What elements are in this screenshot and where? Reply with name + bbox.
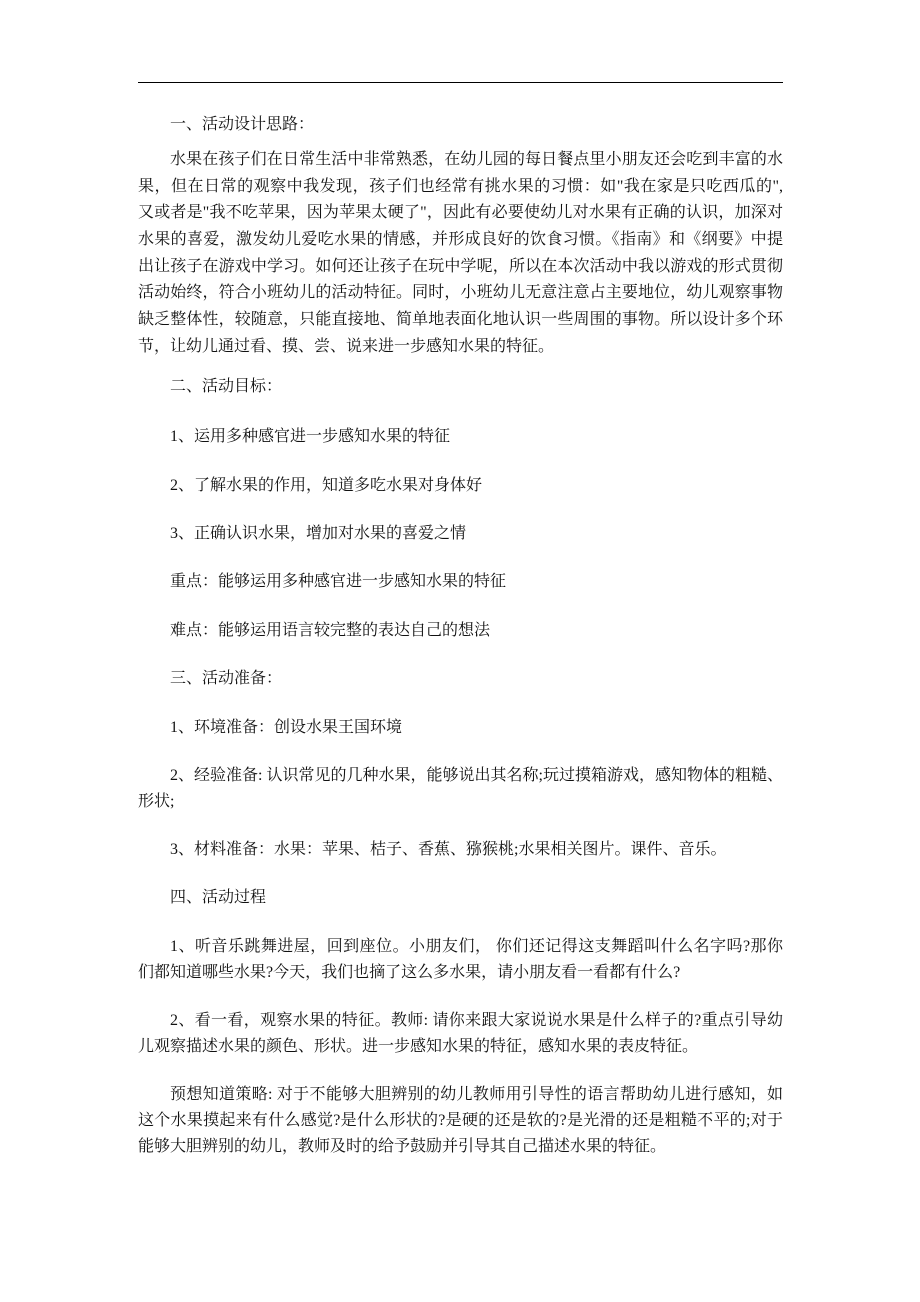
- strategy-line: 预想知道策略: 对于不能够大胆辨别的幼儿教师用引导性的语言帮助幼儿进行感知，如: [170, 1086, 783, 1103]
- process-step-line: 们都知道哪些水果?今天，我们也摘了这么多水果，请小朋友看一看都有什么?: [138, 964, 681, 981]
- paragraph-line: 水果的喜爱，激发幼儿爱吃水果的情感，并形成良好的饮食习惯。《指南》和《纲要》中提: [138, 231, 783, 249]
- paragraph-line: 节，让幼儿通过看、摸、尝、说来进一步感知水果的特征。: [138, 337, 555, 355]
- paragraph-line: 缺乏整体性，较随意，只能直接地、简单地表面化地认识一些周围的事物。所以设计多个环: [138, 311, 783, 329]
- paragraph-line: 出让孩子在游戏中学习。如何还让孩子在玩中学呢，所以在本次活动中我以游戏的形式贯彻: [138, 257, 783, 275]
- paragraph-line: 又或者是"我不吃苹果，因为苹果太硬了"，因此有必要使幼儿对水果有正确的认识，加深对: [138, 204, 783, 222]
- process-step-line: 1、听音乐跳舞进屋，回到座位。小朋友们， 你们还记得这支舞蹈叫什么名字吗?那你: [170, 938, 783, 955]
- goal-item: [138, 424, 783, 450]
- process-step-line: 儿观察描述水果的颜色、形状。进一步感知水果的特征，感知水果的表皮特征。: [138, 1038, 699, 1055]
- section-process: [138, 885, 783, 911]
- strategy-line: 能够大胆辨别的幼儿，教师及时的给予鼓励并引导其自己描述水果的特征。: [138, 1138, 667, 1155]
- goal-item: [138, 473, 783, 499]
- section-heading: 一、活动设计思路：: [170, 116, 315, 133]
- prep-experience: [138, 763, 783, 815]
- strategy-paragraph: [138, 1082, 783, 1160]
- paragraph-line: 果，但在日常的观察中我发现，孩子们也经常有挑水果的习惯：如"我在家是只吃西瓜的",: [138, 177, 783, 195]
- goal-text: 2、了解水果的作用，知道多吃水果对身体好: [170, 477, 483, 494]
- process-step: [138, 1008, 783, 1060]
- rationale-paragraph: [138, 147, 783, 361]
- prep-text-line: 2、经验准备: 认识常见的几种水果，能够说出其名称;玩过摸箱游戏，感知物体的粗糙、: [170, 767, 783, 784]
- header-rule: [138, 82, 783, 83]
- difficulty-text: 难点：能够运用语言较完整的表达自己的想法: [170, 622, 491, 639]
- key-point-text: 重点：能够运用多种感官进一步感知水果的特征: [170, 573, 507, 590]
- difficulty-point: [138, 618, 783, 644]
- section-goals: [138, 374, 783, 400]
- strategy-line: 这个水果摸起来有什么感觉?是什么形状的?是硬的还是软的?是光滑的还是粗糙不平的;对于: [138, 1112, 783, 1129]
- goal-item: [138, 521, 783, 547]
- paragraph-line: 活动始终，符合小班幼儿的活动特征。同时，小班幼儿无意注意占主要地位，幼儿观察事物: [138, 284, 783, 302]
- section-heading: 二、活动目标：: [170, 378, 283, 395]
- paragraph-line: 水果在孩子们在日常生活中非常熟悉，在幼儿园的每日餐点里小朋友还会吃到丰富的水: [170, 151, 783, 168]
- section-preparation: [138, 666, 783, 692]
- goal-text: 1、运用多种感官进一步感知水果的特征: [170, 428, 451, 445]
- goal-text: 3、正确认识水果，增加对水果的喜爱之情: [170, 525, 467, 542]
- process-step-line: 2、看一看，观察水果的特征。教师: 请你来跟大家说说水果是什么样子的?重点引导幼: [170, 1012, 783, 1029]
- prep-environment: [138, 715, 783, 741]
- prep-text: 3、材料准备：水果：苹果、桔子、香蕉、猕猴桃;水果相关图片。课件、音乐。: [170, 841, 727, 858]
- prep-materials: [138, 837, 783, 863]
- process-step: [138, 934, 783, 986]
- section-heading: 四、活动过程: [170, 889, 267, 906]
- section-design-rationale: [138, 112, 783, 138]
- prep-text-line: 形状;: [138, 793, 175, 810]
- key-point: [138, 569, 783, 595]
- prep-text: 1、环境准备：创设水果王国环境: [170, 719, 403, 736]
- section-heading: 三、活动准备：: [170, 670, 283, 687]
